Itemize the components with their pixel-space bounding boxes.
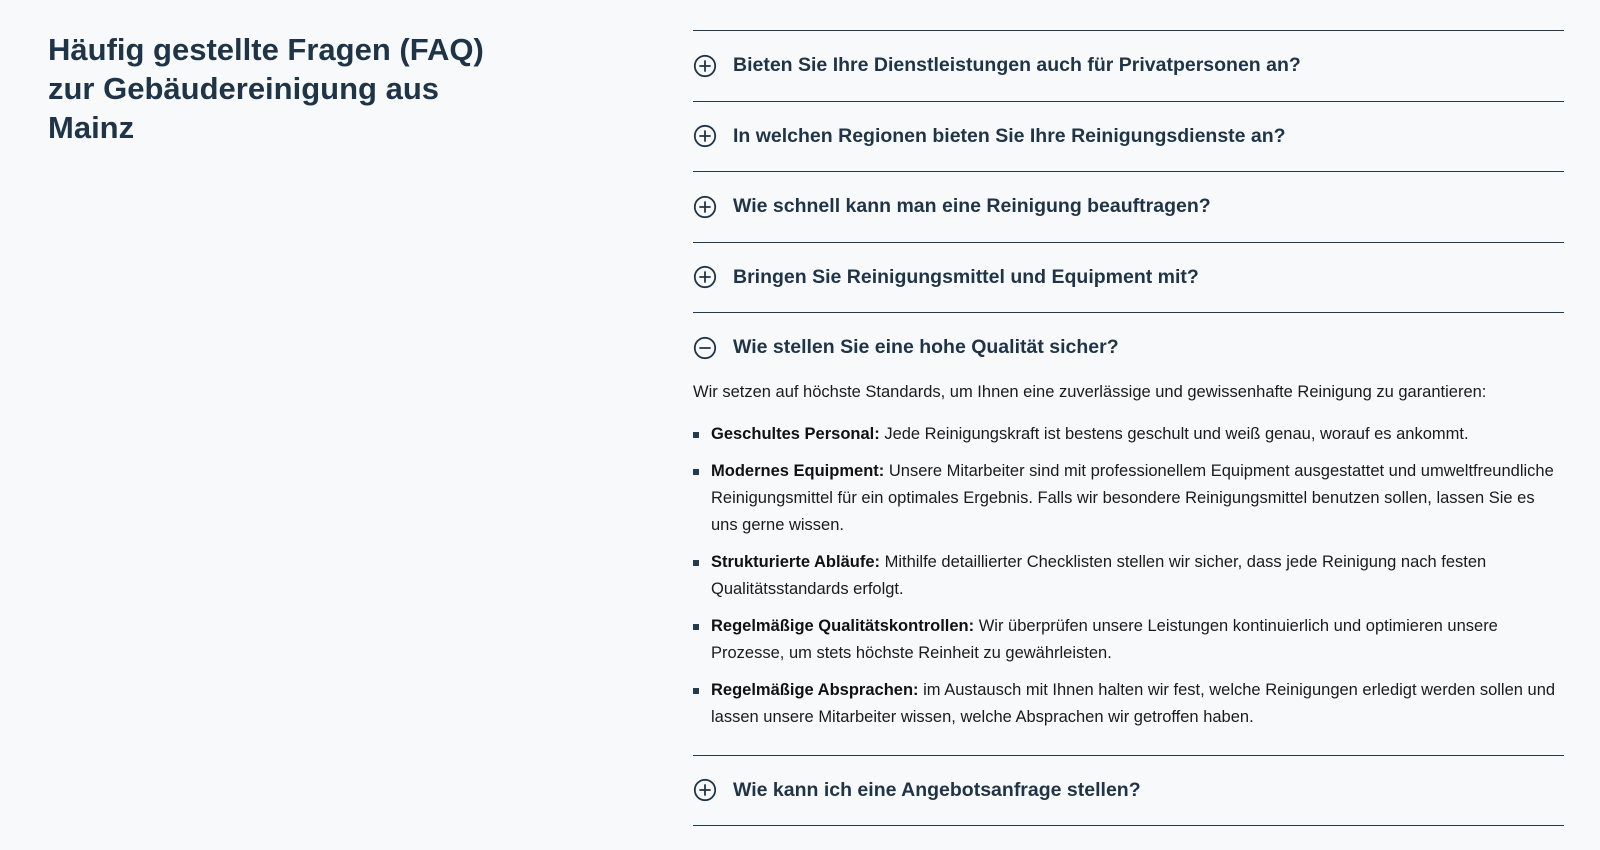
bullet-text: Mithilfe detaillierter Checklisten stellen wir sicher, dass jede Reinigung nach festen Qualitätsstandards erfolgt. [711, 552, 1487, 598]
plus-circle-icon [693, 195, 717, 219]
faq-item [693, 102, 1564, 173]
minus-circle-icon [693, 336, 717, 360]
faq-item [693, 756, 1564, 827]
faq-question-toggle[interactable] [693, 243, 1564, 313]
faq-list [693, 30, 1564, 826]
faq-item-expanded [693, 313, 1564, 756]
bullet-title: Strukturierte Abläufe: [711, 552, 880, 571]
bullet-title: Regelmäßige Qualitätskontrollen: [711, 616, 975, 635]
faq-question-toggle[interactable] [693, 756, 1564, 826]
bullet-text: Jede Reinigungskraft ist bestens geschult und weiß genau, worauf es ankommt. [879, 424, 1469, 443]
bullet-title: Geschultes Personal: [711, 424, 880, 443]
faq-question-toggle[interactable] [693, 172, 1564, 242]
faq-item [693, 31, 1564, 102]
faq-question-text: In welchen Regionen bieten Sie Ihre Reinigungsdienste an? [733, 124, 1286, 147]
faq-question-text: Wie stellen Sie eine hohe Qualität sicher? [733, 336, 1119, 359]
faq-question-toggle[interactable] [693, 31, 1564, 101]
page-title: Häufig gestellte Fragen (FAQ) zur Gebäudereinigung aus Mainz [48, 32, 484, 145]
list-item [693, 458, 1564, 539]
faq-item [693, 172, 1564, 243]
list-item [693, 677, 1564, 731]
faq-answer-list [693, 421, 1564, 731]
bullet-text: im Austausch mit Ihnen halten wir fest, welche Reinigungen erledigt werden sollen und lassen unsere Mitarbeiter wissen, welche Absprachen wir getroffen haben. [711, 680, 1556, 726]
faq-answer [693, 379, 1564, 755]
bullet-text: Wir überprüfen unsere Leistungen kontinuierlich und optimieren unsere Prozesse, um stets höchste Reinheit zu gewährleisten. [711, 616, 1498, 662]
plus-circle-icon [693, 124, 717, 148]
faq-question-text: Bringen Sie Reinigungsmittel und Equipment mit? [733, 265, 1199, 288]
faq-question-text: Wie schnell kann man eine Reinigung beauftragen? [733, 195, 1211, 218]
faq-question-toggle[interactable] [693, 313, 1564, 383]
bullet-title: Modernes Equipment: [711, 461, 885, 480]
bullet-text: Unsere Mitarbeiter sind mit professionellem Equipment ausgestattet und umweltfreundliche Reinigungsmittel für ein optimales Ergebnis. Falls wir besondere Reinigungsmittel benutzen sollen, lassen Sie es uns gerne wissen. [711, 461, 1554, 534]
faq-question-text: Wie kann ich eine Angebotsanfrage stellen? [733, 778, 1141, 801]
list-item [693, 549, 1564, 603]
faq-item [693, 243, 1564, 314]
faq-question-text: Bieten Sie Ihre Dienstleistungen auch für Privatpersonen an? [733, 54, 1301, 77]
bullet-title: Regelmäßige Absprachen: [711, 680, 919, 699]
plus-circle-icon [693, 54, 717, 78]
plus-circle-icon [693, 778, 717, 802]
faq-answer-intro: Wir setzen auf höchste Standards, um Ihnen eine zuverlässige und gewissenhafte Reinigung zu garantieren: [693, 382, 1487, 401]
list-item [693, 421, 1564, 448]
plus-circle-icon [693, 265, 717, 289]
list-item [693, 613, 1564, 667]
faq-question-toggle[interactable] [693, 102, 1564, 172]
